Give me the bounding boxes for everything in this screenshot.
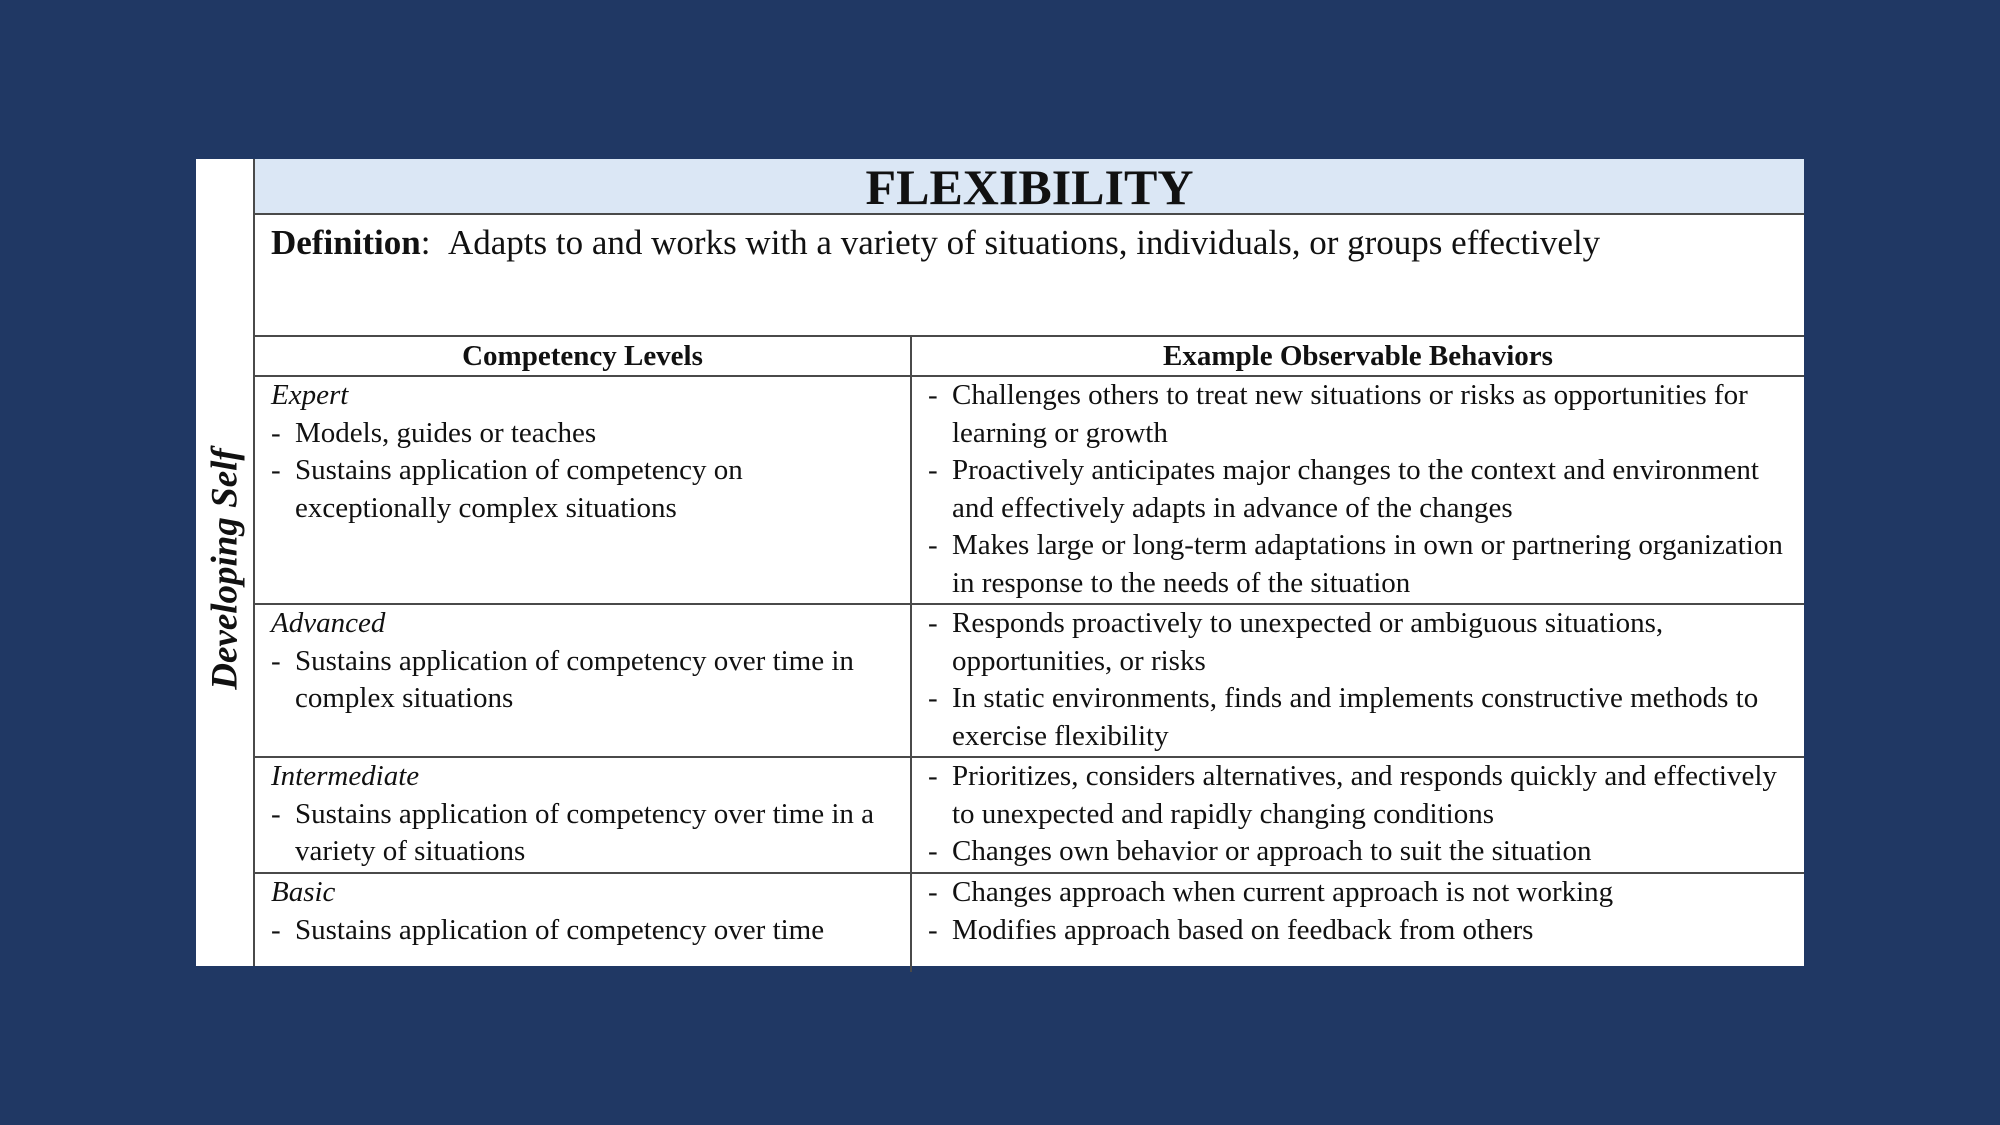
criteria-list — [271, 796, 896, 871]
dash-marker: - — [271, 644, 281, 677]
list-item — [928, 605, 1784, 680]
criteria-text: Sustains application of competency over time in a variety of situations — [295, 797, 875, 867]
behavior-text: Makes large or long-term adaptations in own or partnering organization in response to the needs of the situation — [952, 529, 1783, 599]
behaviors-list — [928, 874, 1784, 949]
list-item — [271, 912, 896, 950]
behaviors-cell — [911, 376, 1804, 604]
dash-marker: - — [928, 760, 938, 792]
dash-marker: - — [271, 797, 281, 830]
level-name: Basic — [271, 876, 336, 908]
table-row — [255, 873, 1804, 972]
table-row — [255, 604, 1804, 757]
behavior-text: Challenges others to treat new situations or risks as opportunities for learning or growth — [952, 379, 1748, 449]
behavior-text: Modifies approach based on feedback from others — [952, 913, 1534, 946]
header-example-behaviors: Example Observable Behaviors — [911, 337, 1804, 376]
category-sidebar — [196, 159, 255, 966]
table-row — [255, 376, 1804, 604]
level-name: Intermediate — [271, 760, 420, 792]
list-item — [928, 452, 1784, 527]
behaviors-list — [928, 377, 1784, 602]
definition-block — [255, 215, 1804, 337]
dash-marker: - — [928, 913, 938, 946]
dash-marker: - — [928, 529, 938, 561]
dash-marker: - — [928, 835, 938, 867]
list-item — [928, 758, 1784, 833]
definition-label: Definition — [271, 223, 421, 262]
dash-marker: - — [928, 876, 938, 908]
list-item — [928, 377, 1784, 452]
level-cell — [255, 873, 911, 972]
dash-marker: - — [928, 379, 938, 411]
list-item — [271, 796, 896, 871]
level-cell — [255, 757, 911, 873]
table-row — [255, 757, 1804, 873]
behaviors-cell — [911, 873, 1804, 972]
behavior-text: In static environments, finds and implements constructive methods to exercise flexibility — [952, 682, 1759, 752]
list-item — [928, 680, 1784, 755]
list-item — [928, 833, 1784, 871]
dash-marker: - — [271, 454, 281, 486]
criteria-list — [271, 415, 896, 528]
competency-table — [255, 337, 1804, 972]
list-item — [271, 415, 896, 453]
dash-marker: - — [928, 454, 938, 486]
list-item — [271, 643, 896, 718]
criteria-list — [271, 912, 896, 950]
behavior-text: Changes own behavior or approach to suit the situation — [952, 835, 1592, 867]
criteria-text: Models, guides or teaches — [295, 416, 597, 449]
category-label: Developing Self — [204, 448, 246, 690]
table-header-row — [255, 337, 1804, 376]
list-item — [271, 452, 896, 527]
level-cell — [255, 376, 911, 604]
criteria-list — [271, 643, 896, 718]
dash-marker: - — [928, 682, 938, 714]
behavior-text: Responds proactively to unexpected or ambiguous situations, opportunities, or risks — [952, 607, 1664, 677]
definition-text: Adapts to and works with a variety of situations, individuals, or groups effectively — [447, 223, 1601, 262]
behaviors-list — [928, 758, 1784, 871]
criteria-text: Sustains application of competency over time — [295, 913, 825, 946]
definition-separator: : — [420, 223, 431, 262]
criteria-text: Sustains application of competency on exceptionally complex situations — [295, 454, 743, 524]
dash-marker: - — [271, 416, 281, 449]
behaviors-cell — [911, 604, 1804, 757]
criteria-text: Sustains application of competency over time in complex situations — [295, 644, 854, 714]
level-name: Expert — [271, 379, 349, 411]
list-item — [928, 527, 1784, 602]
behavior-text: Prioritizes, considers alternatives, and responds quickly and effectively to unexpected and rapidly changing conditions — [952, 760, 1777, 830]
behaviors-cell — [911, 757, 1804, 873]
dash-marker: - — [271, 913, 281, 946]
list-item — [928, 874, 1784, 912]
competency-card — [196, 159, 1804, 966]
behavior-text: Proactively anticipates major changes to the context and environment and effectively adapts in advance of the changes — [952, 454, 1759, 524]
level-name: Advanced — [271, 607, 386, 639]
level-cell — [255, 604, 911, 757]
list-item — [928, 912, 1784, 950]
dash-marker: - — [928, 607, 938, 639]
behaviors-list — [928, 605, 1784, 755]
competency-title: FLEXIBILITY — [255, 159, 1804, 215]
header-competency-levels: Competency Levels — [255, 337, 911, 376]
behavior-text: Changes approach when current approach is not working — [952, 876, 1614, 908]
